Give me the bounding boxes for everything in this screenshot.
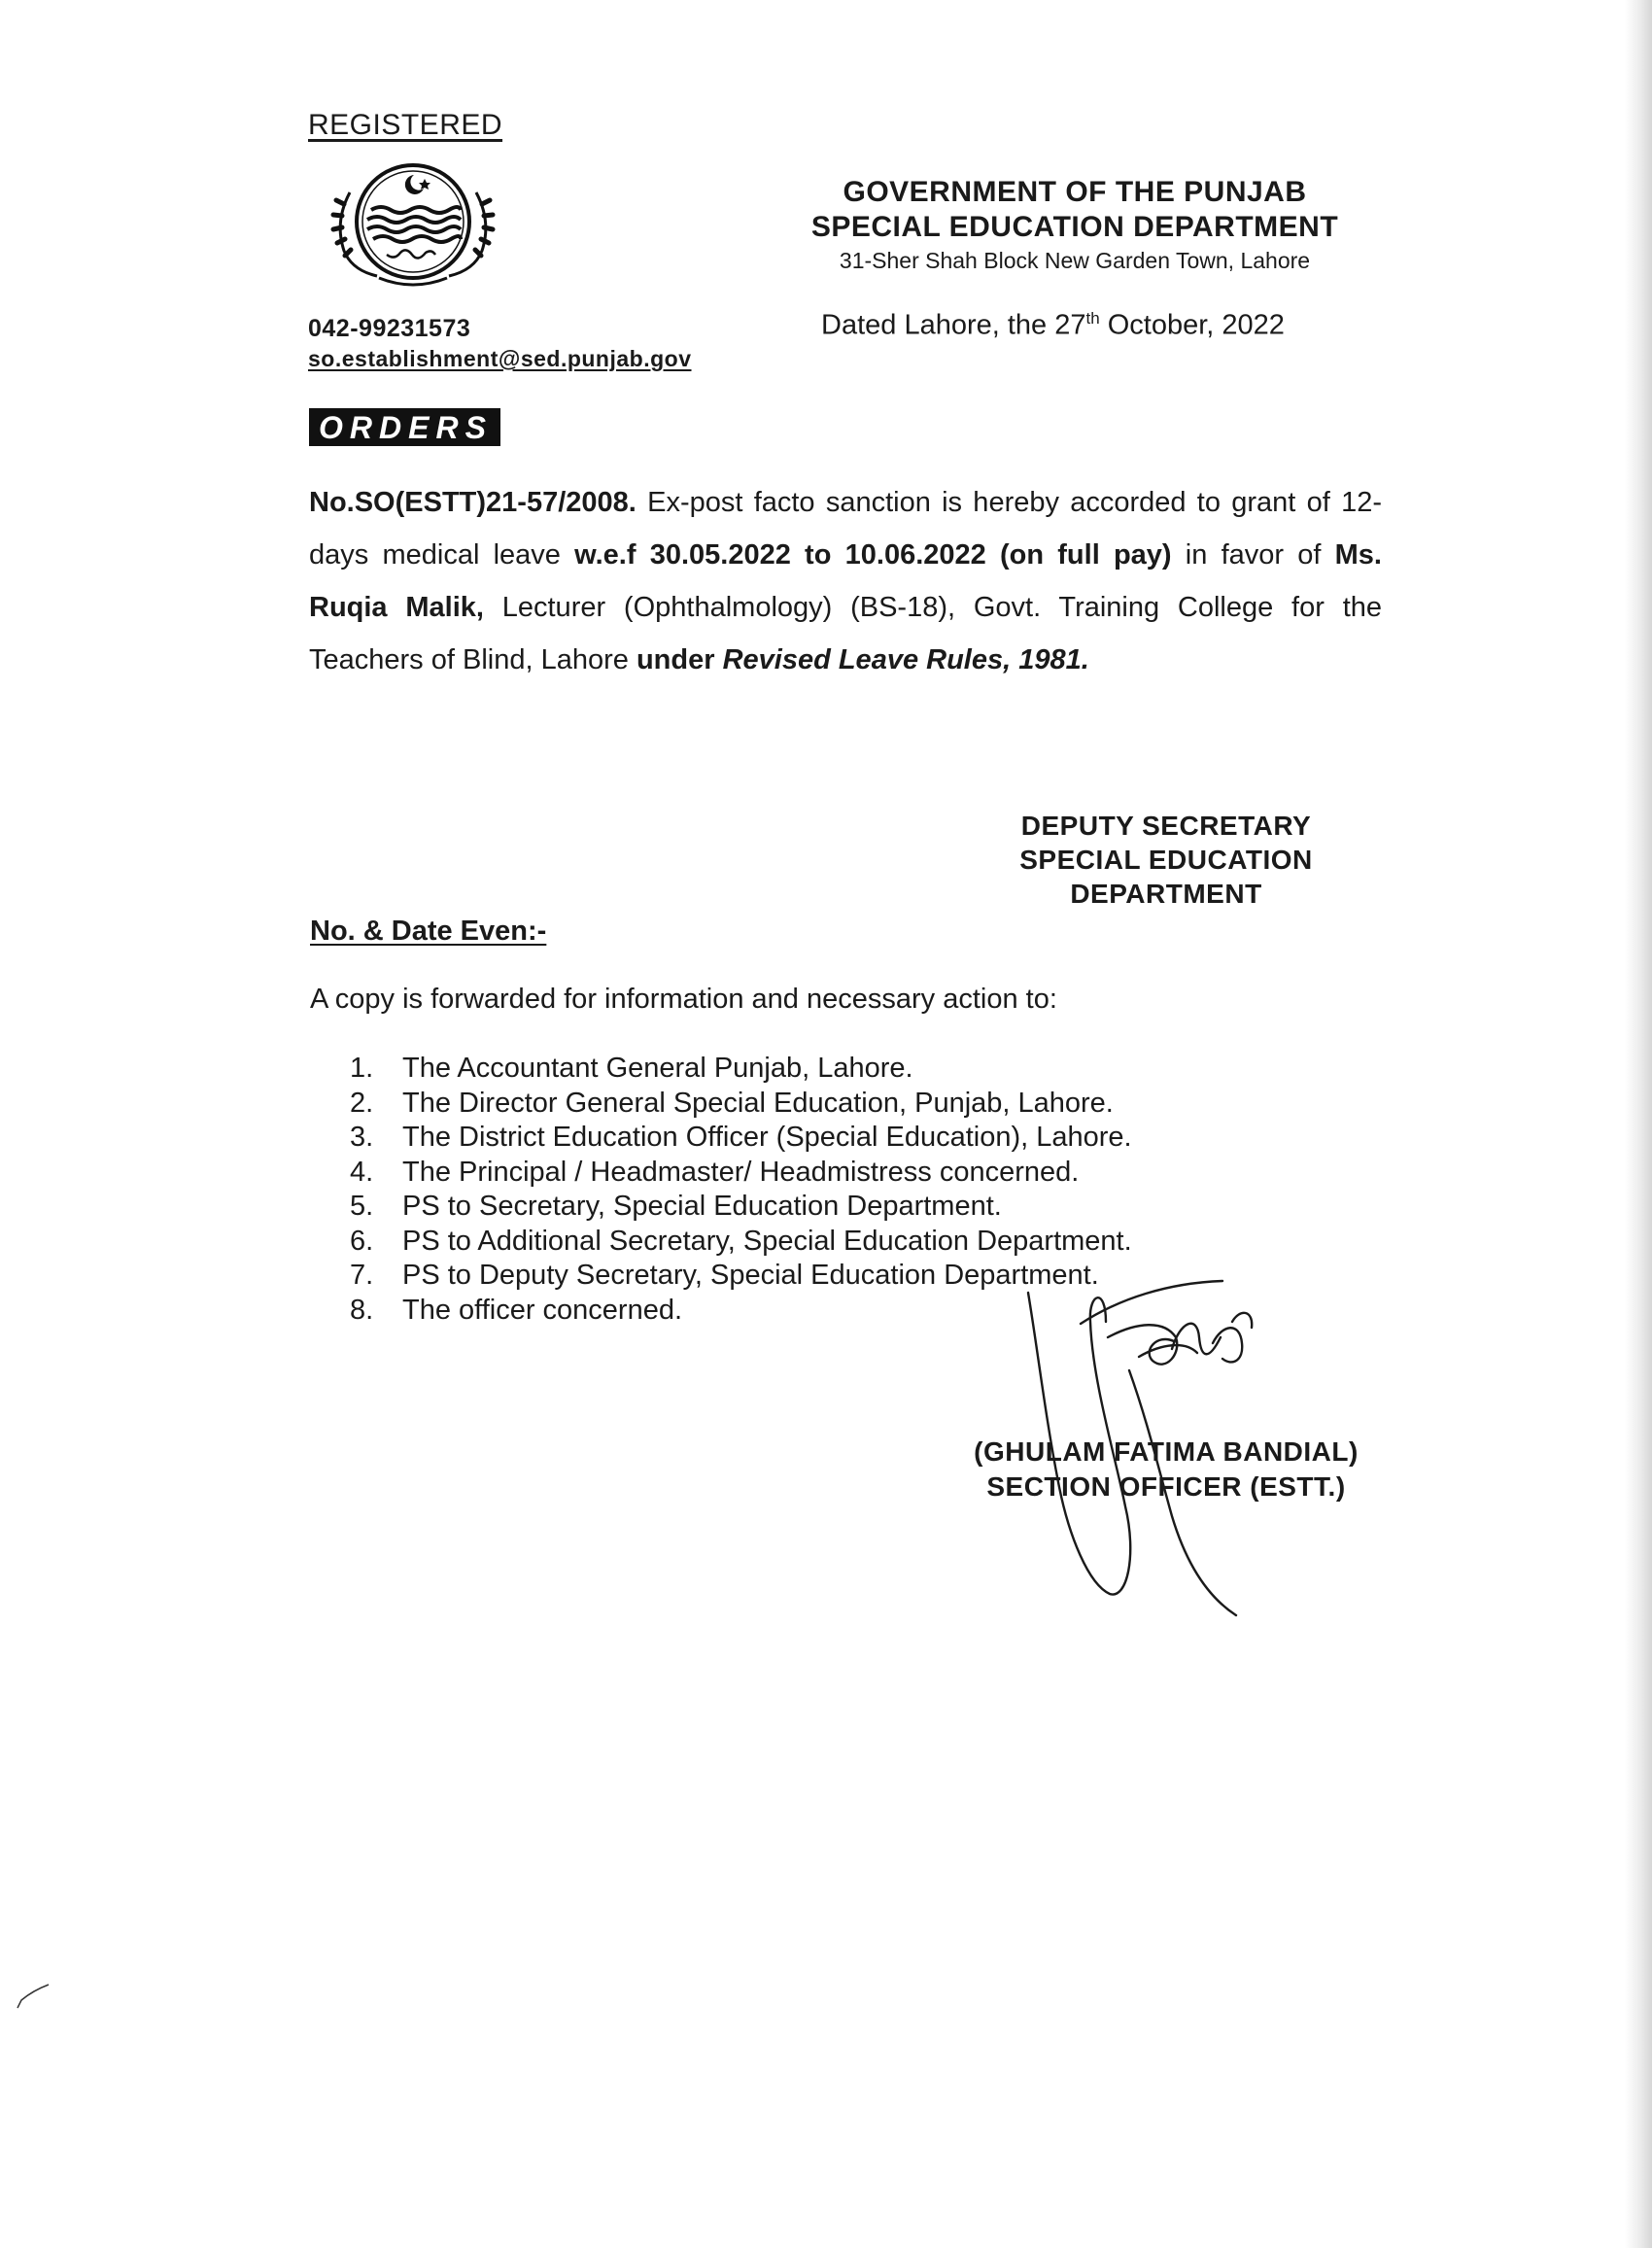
margin-pen-mark (14, 1973, 52, 2012)
email-link[interactable]: so.establishment@sed.punjab.gov (308, 346, 692, 371)
order-text-2: in favor of (1171, 539, 1335, 571)
punjab-government-emblem (321, 154, 505, 294)
dated-suffix: October, 2022 (1099, 309, 1285, 341)
signatory1-line1: DEPUTY SECRETARY (1020, 811, 1312, 841)
officer-name: Ms. Ruqia Malik, (309, 539, 1382, 623)
leave-rules: Revised Leave Rules, 1981. (722, 644, 1089, 675)
dated-line (821, 309, 1285, 342)
deputy-secretary-block (972, 809, 1360, 911)
list-item: 6. PS to Additional Secretary, Special Education Department. (350, 1225, 1132, 1257)
page-edge-shadow (1625, 0, 1652, 2248)
signatory1-line2: SPECIAL EDUCATION (1019, 845, 1313, 875)
no-date-even-heading: No. & Date Even:- (310, 916, 547, 947)
copy-intro-text: A copy is forwarded for information and necessary action to: (310, 984, 1057, 1015)
list-item: 5. PS to Secretary, Special Education Department. (350, 1191, 1002, 1222)
dated-superscript: th (1085, 309, 1100, 328)
order-text-3: Lecturer (Ophthalmology) (BS-18), Govt. Training College for the Teachers of Blind, Lahore (309, 592, 1383, 675)
list-item: 2. The Director General Special Education, Punjab, Lahore. (350, 1087, 1114, 1119)
under-word: under (636, 644, 723, 675)
leave-period: w.e.f 30.05.2022 to 10.06.2022 (on full pay) (574, 539, 1172, 571)
signatory1-line3: DEPARTMENT (1070, 879, 1262, 909)
list-item: 1. The Accountant General Punjab, Lahore. (350, 1053, 913, 1084)
department-title: SPECIAL EDUCATION DEPARTMENT (810, 211, 1339, 243)
signatory2-name: (GHULAM FATIMA BANDIAL) (974, 1436, 1359, 1467)
department-header (803, 175, 1347, 276)
list-item: 3. The District Education Officer (Special Education), Lahore. (350, 1122, 1132, 1153)
orders-heading: ORDERS (309, 408, 500, 446)
list-item: 7. PS to Deputy Secretary, Special Education Department. (350, 1260, 1099, 1291)
handwritten-signature (991, 1263, 1322, 1633)
government-title: GOVERNMENT OF THE PUNJAB (843, 176, 1307, 208)
phone-number: 042-99231573 (308, 315, 471, 342)
order-text-1: Ex-post facto sanction is hereby accorded to grant of 12-days medical leave (309, 487, 1382, 571)
order-paragraph (309, 476, 1382, 686)
department-address: 31-Sher Shah Block New Garden Town, Lahore (839, 248, 1311, 273)
signatory2-title: SECTION OFFICER (ESTT.) (986, 1471, 1346, 1502)
registered-label: REGISTERED (308, 109, 503, 141)
reference-number: No.SO(ESTT)21-57/2008. (309, 487, 637, 518)
dated-prefix: Dated Lahore, the 27 (821, 309, 1086, 341)
list-item: 4. The Principal / Headmaster/ Headmistress concerned. (350, 1156, 1080, 1188)
list-item: 8. The officer concerned. (350, 1294, 683, 1326)
